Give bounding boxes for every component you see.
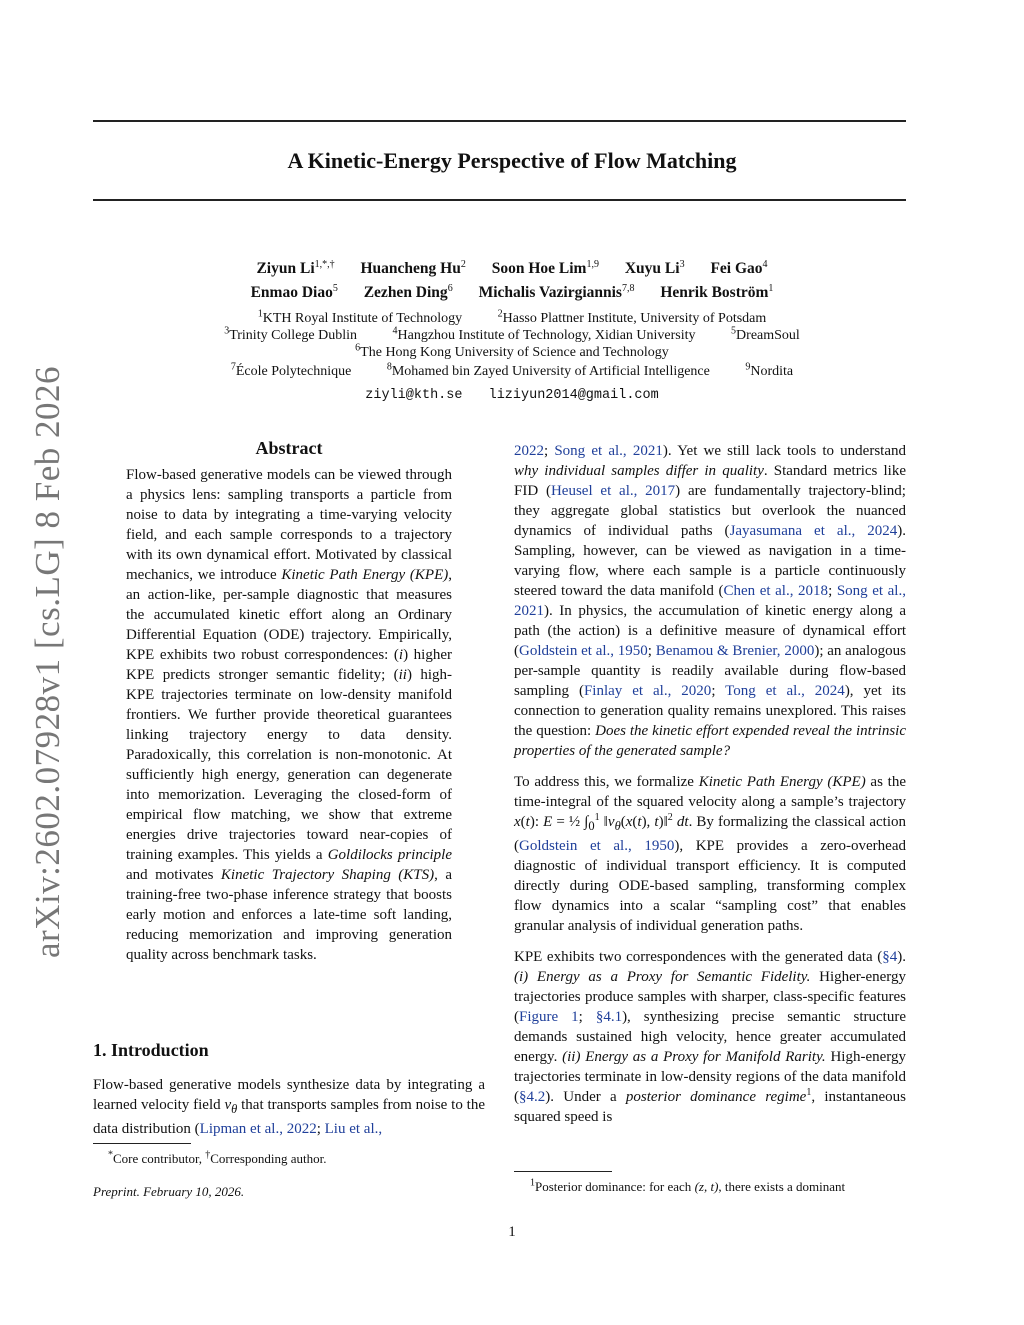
section-link[interactable]: §4.2 bbox=[519, 1089, 546, 1105]
citation-link[interactable]: 2022 bbox=[514, 443, 544, 459]
introduction-body-left: Flow-based generative models synthesize data by integrating a learned velocity field $v_\theta$ that transports samples from noise to the data distribution (Lipman et al., 2022; Liu et al., bbox=[93, 1077, 485, 1137]
introduction-body-right: 2022; Song et al., 2021). Yet we still lack tools to understand why individual samples differ in quality. Standard metrics like FID (Heusel et al., 2017) are fundamentally trajectory-blind; they aggregate global statistics but overlook the nuanced dynamics of individual paths (Jayasumana et al., 2024). Sampling, however, can be viewed as navigation in a time-varying flow, where each sample is a particle continuously steered toward the data manifold (Chen et al., 2018; Song et al., 2021). In physics, the accumulation of kinetic energy along a path (the action) is a definitive measure of dynamical effort (Goldstein et al., 1950; Benamou & Brenier, 2000); an analogous per-sample quantity is readily available during flow-based sampling (Finlay et al., 2020; Tong et al., 2024), yet its connection to generation quality remains unexplored. This raises the question: Does the kinetic effort expended reveal the intrinsic properties of the generated sample? To address this, we formalize Kinetic Path Energy (KPE) as the time-integral of the squared velocity along a sample’s trajectory x(t): E = ½ $\int_0^1$ $‖v_\theta(x(t)$, t)‖$^2$ dt. By formalizing the classical action (Goldstein et al., 1950), KPE provides a zero-overhead diagnostic of individual transport efficiency. It is computed directly during ODE-based sampling, transforming complex flow dynamics into a scalar “sampling cost” that enables granular analysis of individual generation paths. KPE exhibits two correspondences with the generated data (§4). (i) Energy as a Proxy for Semantic Fidelity. Higher-energy trajectories produce samples with sharper, class-specific features (Figure 1; §4.1), synthesizing precise semantic structure demands sustained high velocity, hence greater accumulated energy. (ii) Energy as a Proxy for Manifold Rarity. High-energy trajectories terminate in low-density regions of the data manifold (§4.2). Under a posterior dominance regime$^1$, instantaneous squared speed is bbox=[514, 443, 907, 1125]
citation-link[interactable]: Tong et al., 2024 bbox=[725, 683, 845, 699]
citation-link[interactable]: Jayasumana et al., 2024 bbox=[729, 523, 898, 539]
preprint-date: Preprint. February 10, 2026. bbox=[93, 1184, 245, 1199]
author: Soon Hoe Lim$^{1,9}$ bbox=[491, 258, 599, 277]
page-number: 1 bbox=[508, 1224, 516, 1240]
author-row-1 bbox=[0, 260, 1024, 278]
author: Xuyu Li$^3$ bbox=[624, 258, 685, 277]
citation-link[interactable]: Lipman et al., 2022 bbox=[199, 1121, 317, 1137]
affiliation-row-4: $^7$École Polytechnique $^8$Mohamed bin Zayed University of Artificial Intelligence $^9$Nordita bbox=[230, 361, 794, 379]
footnote-rule bbox=[93, 1143, 191, 1144]
title-bottom-rule bbox=[93, 199, 906, 201]
citation-link[interactable]: Liu et al., bbox=[324, 1121, 383, 1137]
author-row-2 bbox=[0, 284, 1024, 302]
citation-link[interactable]: Finlay et al., 2020 bbox=[583, 683, 712, 699]
author: Henrik Boström$^1$ bbox=[660, 282, 774, 301]
affiliation-row-1: $^1$KTH Royal Institute of Technology $^2$Hasso Plattner Institute, University of Potsdam bbox=[257, 308, 767, 326]
affiliation-row-3: $^6$The Hong Kong University of Science and Technology bbox=[355, 342, 669, 360]
email-link[interactable]: liziyun2014@gmail.com bbox=[488, 388, 659, 403]
section-link[interactable]: §4.1 bbox=[595, 1009, 623, 1025]
author: Ziyun $Li^{1,*,\dagger}$ bbox=[256, 258, 335, 277]
citation-link[interactable]: Chen et al., 2018 bbox=[723, 583, 829, 599]
author: Michalis Vazirgiannis$^{7,8}$ bbox=[478, 282, 635, 301]
paper-title: A Kinetic-Energy Perspective of Flow Matching bbox=[287, 148, 737, 173]
footnote-posterior-dominance: $^1$Posterior dominance: for each (z, t), there exists a dominant bbox=[530, 1177, 846, 1194]
author: Zezhen Ding$^6$ bbox=[363, 282, 453, 301]
footnote-rule bbox=[514, 1171, 612, 1172]
author: Fei Gao$^4$ bbox=[710, 258, 768, 277]
affiliation-row-2: $^3$Trinity College Dublin $^4$Hangzhou Institute of Technology, Xidian University $^5$DreamSoul bbox=[224, 325, 800, 343]
footnote-contributors: *Core contributor, †Corresponding author. bbox=[108, 1149, 327, 1166]
citation-link[interactable]: Goldstein et al., 1950 bbox=[519, 643, 648, 659]
author: Enmao Diao$^5$ bbox=[250, 282, 338, 301]
section-link[interactable]: §4 bbox=[882, 949, 898, 965]
section-heading-introduction: 1. Introduction bbox=[93, 1040, 209, 1060]
abstract-body: Flow-based generative models can be viewed through a physics lens: sampling transports a particle from noise to data by integrating a time-varying velocity field, and each sample corresponds to a trajectory with its own dynamical effort. Motivated by classical mechanics, we introduce Kinetic Path Energy (KPE), an action-like, per-sample diagnostic that measures the accumulated kinetic effort along an Ordinary Differential Equation (ODE) trajectory. Empirically, KPE exhibits two robust correspondences: (i) higher KPE predicts stronger semantic fidelity; (ii) high-KPE trajectories terminate on low-density manifold frontiers. We further provide theoretical guarantees linking trajectory energy to data density. Paradoxically, this correlation is non-monotonic. At sufficiently high energy, generation can degenerate into memorization. Leveraging the closed-form of empirical flow matching, we show that extreme energies drive trajectories toward near-copies of training examples. This yields a Goldilocks principle and motivates Kinetic Trajectory Shaping (KTS), a training-free two-phase inference strategy that boosts early motion and enforces a late-time soft landing, reducing memorization and improving generation quality across benchmark tasks. bbox=[126, 467, 453, 963]
abstract-heading: Abstract bbox=[255, 438, 323, 458]
citation-link[interactable]: Song et al., 2021 bbox=[514, 583, 906, 619]
citation-link[interactable]: Goldstein et al., 1950 bbox=[519, 838, 675, 854]
figure-link[interactable]: Figure 1 bbox=[519, 1009, 579, 1025]
contact-emails bbox=[0, 388, 1024, 403]
author: Huancheng Hu$^2$ bbox=[360, 258, 466, 277]
citation-link[interactable]: Heusel et al., 2017 bbox=[550, 483, 676, 499]
citation-link[interactable]: Song et al., 2021 bbox=[554, 443, 663, 459]
title-top-rule bbox=[93, 120, 906, 122]
citation-link[interactable]: Benamou & Brenier, 2000 bbox=[655, 643, 815, 659]
arxiv-identifier: arXiv:2602.07928v1 [cs.LG] 8 Feb 2026 bbox=[28, 365, 67, 959]
email-link[interactable]: ziyli@kth.se bbox=[365, 388, 463, 403]
